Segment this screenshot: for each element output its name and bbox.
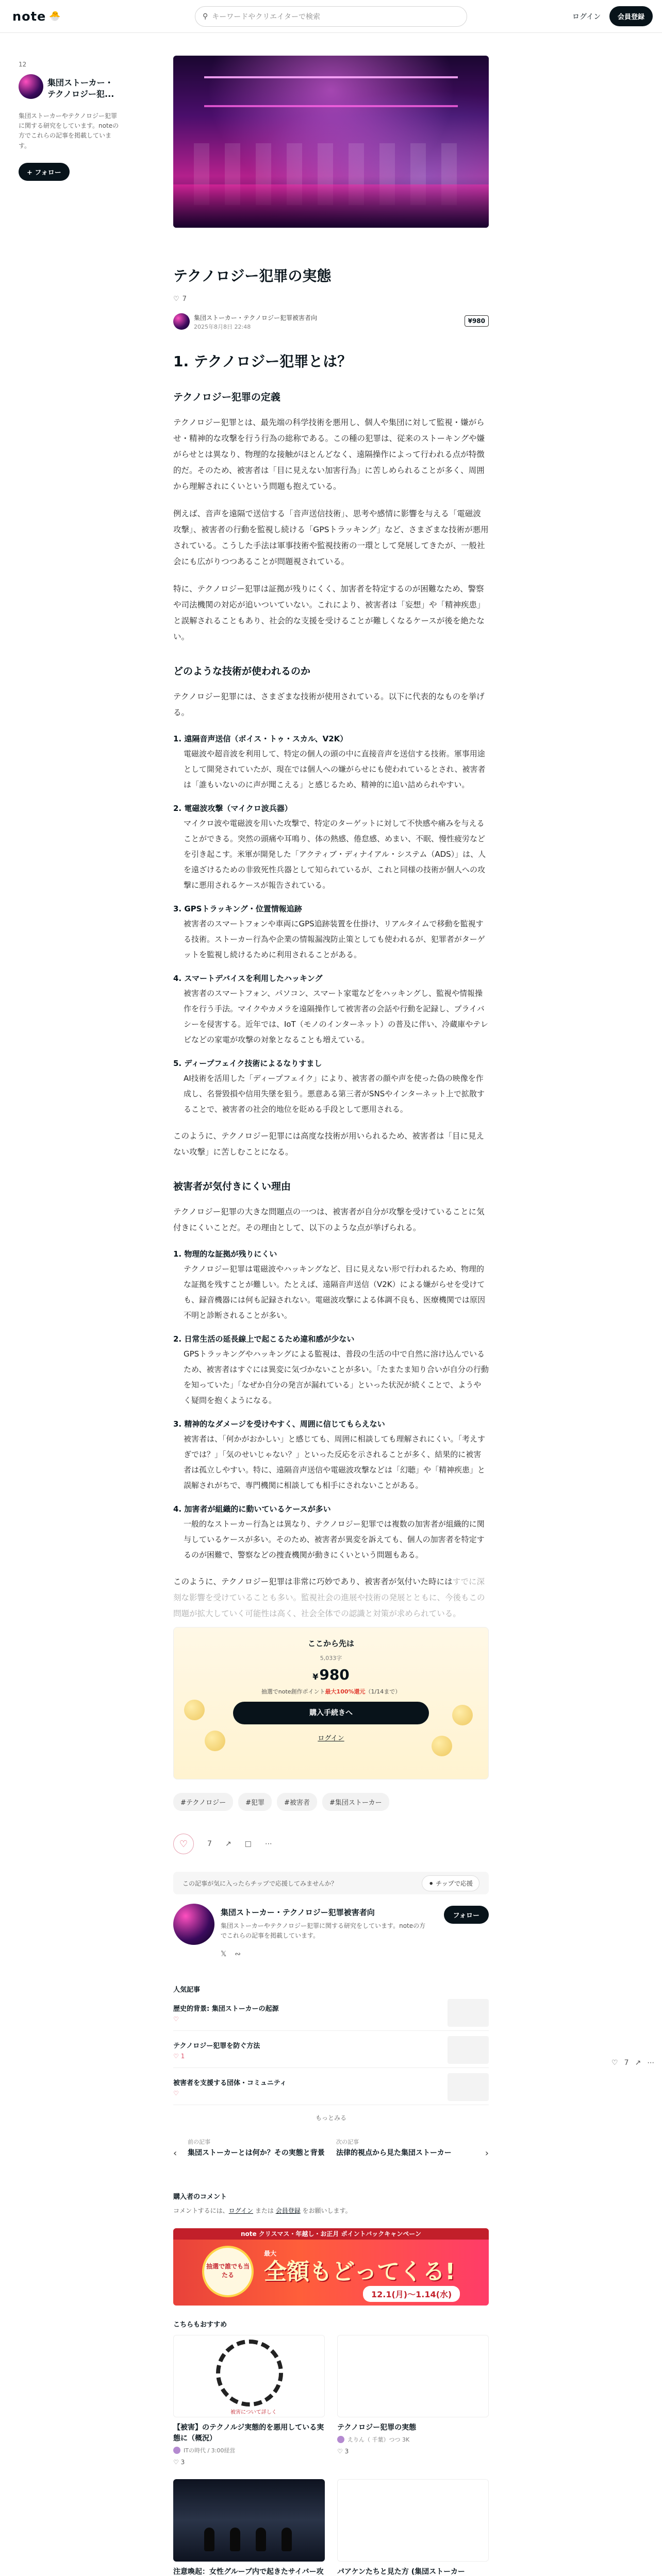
more-link[interactable]: もっとみる <box>315 2114 346 2122</box>
subheading-why: 被害者が気付きにくい理由 <box>173 1181 291 1193</box>
popular-item-thumbnail <box>448 1999 489 2027</box>
like-button[interactable]: ♡ <box>173 1834 194 1854</box>
list-item <box>173 1332 489 1408</box>
list-item-head: 4. スマートデバイスを利用したハッキング <box>173 974 323 984</box>
section-heading-1: 1. テクノロジー犯罪とは？ <box>173 353 352 370</box>
creator-social-links <box>221 1950 241 1958</box>
chevron-right-icon: › <box>485 2148 489 2159</box>
popular-item-title: テクノロジー犯罪を防ぐ方法 <box>173 2042 260 2050</box>
sidebar-avatar[interactable] <box>19 74 43 99</box>
list-item[interactable] <box>173 2068 489 2105</box>
title-like-row <box>173 295 489 303</box>
tag-item[interactable]: #テクノロジー <box>173 1793 233 1811</box>
campaign-banner[interactable] <box>173 2228 489 2306</box>
tag-list <box>173 1793 489 1811</box>
heart-icon[interactable]: ♡ <box>173 295 179 303</box>
list-item <box>173 802 489 893</box>
paywall-char-count: 5,033字 <box>320 1655 342 1662</box>
list-item-body: 被害者のスマートフォンや車両にGPS追跡装置を仕掛け、リアルタイムで移動を監視する技術。ストーカー行為や企業の情報漏洩防止策としても使われるが、犯罪者がターゲットを監視し続けるために利用されることがある。 <box>184 919 485 960</box>
tip-button-label: チップで応援 <box>435 1879 473 1887</box>
author-row <box>173 311 489 332</box>
offer-post: （1/14まで） <box>365 1688 401 1696</box>
next-label: 次の記事 <box>336 2139 359 2146</box>
x-icon[interactable]: 𝕏 <box>221 1950 227 1959</box>
heart-icon[interactable]: ♡ <box>611 2059 618 2067</box>
list-item-body: AI技術を活用した「ディープフェイク」により、被害者の顔や声を使った偽の映像を作成し、名誉毀損や信用失墜を狙う。悪意ある第三者がSNSやインターネット上で拡散することで、被害者の社会的地位を貶める手段として悪用される。 <box>184 1074 485 1114</box>
rss-icon[interactable]: ∾ <box>235 1950 241 1959</box>
hero-image <box>173 56 489 228</box>
tip-text: この記事が気に入ったらチップで応援してみませんか？ <box>183 1879 338 1887</box>
list-item <box>173 1502 489 1563</box>
paywall-offer <box>188 1687 474 1696</box>
recommend-thumbnail <box>173 2335 325 2417</box>
recommend-thumbnail <box>337 2335 489 2417</box>
prev-label: 前の記事 <box>188 2139 210 2146</box>
login-link[interactable]: ログイン <box>572 13 601 21</box>
list-item <box>173 732 489 792</box>
tip-bar <box>173 1872 489 1894</box>
popular-item-thumbnail <box>448 2036 489 2064</box>
comments-pre: コメントするには、 <box>173 2207 229 2215</box>
tip-button[interactable]: ⚫ チップで応援 <box>422 1875 479 1891</box>
recommend-author <box>173 2446 325 2454</box>
search-input[interactable] <box>195 6 467 27</box>
paywall-heading: ここから先は <box>307 1639 354 1649</box>
recommend-card[interactable] <box>337 2479 489 2576</box>
recommend-grid <box>173 2335 489 2466</box>
recommend-heading: こちらもおすすめ <box>173 2321 227 2329</box>
comments-login-link[interactable]: ログイン <box>228 2207 254 2215</box>
price-value: 980 <box>319 1666 350 1684</box>
list-item[interactable] <box>173 1994 489 2031</box>
coin-decoration <box>452 1705 473 1725</box>
prev-article-link[interactable] <box>173 2138 326 2176</box>
search-placeholder: キーワードやクリエイターで検索 <box>212 13 320 21</box>
article-title: テクノロジー犯罪の実態 <box>173 267 332 284</box>
silhouette <box>256 2528 266 2551</box>
coin-decoration <box>432 1736 452 1756</box>
recommend-thumbnail <box>173 2479 325 2562</box>
paragraph-4: テクノロジー犯罪には、さまざまな技術が使用されている。以下に代表的なものを挙げる。 <box>173 692 485 718</box>
action-bar <box>173 1834 489 1854</box>
coin-decoration <box>184 1700 205 1720</box>
price-badge: ¥980 <box>465 315 489 327</box>
banner-main-text: 全額もどってくる! <box>264 2259 456 2285</box>
share-icon[interactable]: ↗ <box>635 2059 641 2067</box>
prev-title: 集団ストーカーとは何か？その実態と背景 <box>188 2149 325 2158</box>
paragraph-6: テクノロジー犯罪の大きな問題点の一つは、被害者が自分が攻撃を受けていることに気付きにくいことだ。その理由として、以下のような点が挙げられる。 <box>173 1207 485 1233</box>
purchase-button[interactable]: 購入手続きへ <box>233 1702 429 1724</box>
popular-item-title: 歴史的背景: 集団ストーカーの起源 <box>173 2005 279 2013</box>
comments-signup-link[interactable]: 会員登録 <box>275 2207 301 2215</box>
list-item-body: 電磁波や超音波を利用して、特定の個人の頭の中に直接音声を送信する技術。軍事用途として開発されていたが、現在では個人への嫌がらせにも使われているとされ、被害者は「誰もいないのに声が聞こえる」と感じるため、精神的に追い詰められやすい。 <box>184 749 486 790</box>
silhouette <box>282 2528 292 2551</box>
sidebar-follow-button[interactable]: + フォロー <box>19 163 70 181</box>
comments-mid: または <box>253 2207 276 2215</box>
sidebar-follow-label: フォロー <box>35 169 61 177</box>
list-item-body: テクノロジー犯罪は電磁波やハッキングなど、目に見えない形で行われるため、物理的な証拠を残すことが難しい。たとえば、遠隔音声送信（V2K）による嫌がらせを受けても、録音機器には何も記録されない。電磁波攻撃による体調不良も、医療機関では原因不明と診断されることが多い。 <box>184 1264 486 1320</box>
silhouette <box>204 2528 214 2551</box>
author-name[interactable]: 集団ストーカー・テクノロジー犯罪被害者向 <box>194 314 318 322</box>
hero-floor <box>173 184 489 228</box>
sidebar-count: 12 <box>19 61 27 68</box>
list-item[interactable] <box>173 2031 489 2068</box>
thumbnail-label: 被害について詳しく <box>230 2410 277 2416</box>
recommend-likes: ♡ 3 <box>337 2448 349 2455</box>
recommend-thumbnail <box>337 2479 489 2562</box>
list-item-head: 2. 電磁波攻撃（マイクロ波兵器） <box>173 804 292 814</box>
list-item-body: マイクロ波や電磁波を用いた攻撃で、特定のターゲットに対して不快感や痛みを与えることができる。突然の頭痛や耳鳴り、体の熱感、倦怠感、めまい、不眠、慢性疲労などを引き起こす。米軍が開発した「アクティブ・ディナイアル・システム（ADS）」は、人を遠ざけるための非致死性兵器として知られているが、これと同様の技術が個人への攻撃に悪用されるケースが報告されている。 <box>184 819 486 890</box>
recommend-title: 【被害】のテクノルジ実態的を悪用している実態に（概況） <box>173 2424 324 2443</box>
creator-follow-button[interactable]: フォロー <box>444 1906 489 1924</box>
logo-emoji: 🐣 <box>49 11 61 22</box>
comments-prompt <box>173 2206 489 2215</box>
reason-list <box>173 1247 489 1563</box>
recommend-card[interactable] <box>337 2335 489 2466</box>
prev-next-nav <box>173 2138 489 2176</box>
list-item-head: 1. 物理的な証拠が残りにくい <box>173 1249 277 1259</box>
floating-actions <box>611 2059 654 2067</box>
tag-item[interactable]: #被害者 <box>277 1793 317 1811</box>
popular-item-likes: ♡ 1 <box>173 2053 185 2060</box>
list-item-body: 被害者のスマートフォン、パソコン、スマート家電などをハッキングし、監視や情報操作を行う手法。マイクやカメラを遠隔操作して被害者の会話や行動を記録し、プライバシーを侵害する。近年では、IoT（モノのインターネット）の普及に伴い、冷蔵庫やテレビなどの家電が攻撃の対象となることも増えている。 <box>184 989 488 1045</box>
silhouette <box>230 2528 240 2551</box>
list-item-body: GPSトラッキングやハッキングによる監視は、普段の生活の中で自然に溶け込んでいるため、被害者はすぐには異変に気づかないことが多い。「たまたま知り合いが自分の行動を知っていた」「なぜか自分の発言が漏れている」といった状況が続くことで、ようやく疑問を抱くようになる。 <box>184 1349 489 1405</box>
popular-item-title: 被害者を支援する団体・コミュニティ <box>173 2079 287 2088</box>
author-avatar <box>173 2447 180 2454</box>
paragraph-7 <box>173 1574 489 1622</box>
next-title: 法律的視点から見た集団ストーカー <box>336 2149 452 2158</box>
banner-badge: 抽選で誰でも当たる <box>202 2246 254 2297</box>
popular-item-likes: ♡ <box>173 2090 179 2097</box>
tech-list <box>173 732 489 1117</box>
tag-item[interactable]: #犯罪 <box>238 1793 272 1811</box>
signup-button[interactable]: 会員登録 <box>609 6 653 26</box>
list-item-head: 2. 日常生活の延長線上で起こるため違和感が少ない <box>173 1334 355 1344</box>
more-icon[interactable]: ⋯ <box>647 2059 655 2067</box>
more-icon[interactable]: ⋯ <box>264 1840 272 1849</box>
recommend-card[interactable] <box>173 2479 325 2576</box>
diagram-circle <box>216 2340 283 2406</box>
paywall-login-link[interactable]: ログイン <box>318 1735 344 1743</box>
creator-name[interactable]: 集団ストーカー・テクノロジー犯罪被害者向 <box>221 1908 375 1918</box>
recommend-card[interactable] <box>173 2335 325 2466</box>
top-header <box>0 0 662 33</box>
floating-like-count: 7 <box>624 2059 629 2067</box>
bookmark-icon[interactable]: □ <box>244 1840 252 1849</box>
sidebar-creator-name[interactable]: 集団ストーカー・テクノロジー犯... <box>47 78 114 99</box>
offer-pre: 抽選でnote創作ポイント <box>261 1688 325 1696</box>
paragraph-5: このように、テクノロジー犯罪には高度な技術が用いられるため、被害者は「目に見えない攻撃」に苦しむことになる。 <box>173 1131 484 1157</box>
coin-decoration <box>205 1731 225 1751</box>
list-item <box>173 972 489 1047</box>
offer-strong: 最大100%還元 <box>325 1688 366 1696</box>
recommend-author-name: えりん（ 千葉）つつ 3K <box>347 2436 410 2444</box>
list-item-body: 一般的なストーカー行為とは異なり、テクノロジー犯罪では複数の加害者が組織的に関与しているケースが多い。そのため、被害者が異変を訴えても、個人の加害者を特定するのが困難で、警察などの捜査機関が動きにくいという問題もある。 <box>184 1519 485 1560</box>
tag-item[interactable]: #集団ストーカー <box>322 1793 389 1811</box>
like-count: 7 <box>207 1840 212 1849</box>
search-icon: ⚲ <box>203 12 208 21</box>
list-item <box>173 1417 489 1493</box>
paragraph-7-faded: すでに深刻な影響を受けていることも多い。監視社会の進展や技術の発展とともに、今後もこの問題が拡大していく可能性は高く、社会全体での認識と対策が求められている。 <box>173 1577 485 1619</box>
author-avatar <box>337 2436 344 2443</box>
recommend-grid <box>173 2479 489 2576</box>
recommend-author <box>337 2435 489 2444</box>
paragraph-3: 特に、テクノロジー犯罪は証拠が残りにくく、加害者を特定するのが困難なため、警察や司法機関の対応が追いついていない。これにより、被害者は「妄想」や「精神疾患」と誤解されることもあり、社会的な支援を受けることが難しくなるケースが後を絶たない。 <box>173 584 485 642</box>
list-item-head: 4. 加害者が組織的に動いているケースが多い <box>173 1504 331 1514</box>
currency-symbol: ¥ <box>312 1672 319 1682</box>
list-item-head: 3. 精神的なダメージを受けやすく、周囲に信じてもらえない <box>173 1419 385 1429</box>
list-item-head: 3. GPSトラッキング・位置情報追跡 <box>173 904 302 914</box>
list-item <box>173 902 489 962</box>
author-avatar[interactable] <box>173 313 190 330</box>
banner-date: 12.1(月)〜1.14(水) <box>363 2286 460 2302</box>
comments-post: をお願いします。 <box>300 2207 352 2215</box>
list-item-head: 5. ディープフェイク技術によるなりすまし <box>173 1059 322 1069</box>
banner-small-text: 最大 <box>264 2250 277 2258</box>
list-item <box>173 1247 489 1323</box>
paragraph-2: 例えば、音声を遠隔で送信する「音声送信技術」、思考や感情に影響を与える「電磁波攻撃」、被害者の行動を監視し続ける「GPSトラッキング」など、さまざまな技術が悪用されている。こうした手法は軍事技術や監視技術の一環として発展してきたが、一般社会にも広がりつつあることが問題視されている。 <box>173 509 489 567</box>
popular-heading: 人気記事 <box>173 1986 201 1994</box>
subheading-definition: テクノロジー犯罪の定義 <box>173 392 280 403</box>
paragraph-1: テクノロジー犯罪とは、最先端の科学技術を悪用し、個人や集団に対して監視・嫌がらせ・精神的な攻撃を行う行為の総称である。この種の犯罪は、従来のストーキングや嫌がらせとは異なり、物理的な接触がほとんどなく、遠隔操作によって行われる点が特徴的だ。そのため、被害者は「目に見えない加害行為」に苦しめられることが多く、周囲から理解されにくいという問題も抱えている。 <box>173 418 485 492</box>
subheading-tech: どのような技術が使われるのか <box>173 666 311 677</box>
list-item-head: 1. 遠隔音声送信（ボイス・トゥ・スカル、V2K） <box>173 734 348 744</box>
recommend-likes: ♡ 3 <box>173 2459 185 2466</box>
banner-top-text: note クリスマス・年越し・お正月 ポイントバックキャンペーン <box>173 2228 489 2240</box>
creator-card <box>173 1904 489 1963</box>
paywall-price <box>188 1666 474 1683</box>
publish-date: 2025年8月8日 22:48 <box>194 324 251 331</box>
sidebar-creator-desc: 集団ストーカーやテクノロジー犯罪に関する研究をしています。noteの方でこれらの記事を掲載しています。 <box>19 112 119 149</box>
list-item-body: 被害者は、「何かがおかしい」と感じても、周囲に相談しても理解されにくい。「考えすぎでは？」「気のせいじゃない？」といった反応を示されることが多く、結果的に被害者は孤立しやすい。特に、遠隔音声送信や電磁波攻撃などは「幻聴」や「精神疾患」と誤解されがちで、専門機関に相談しても相手にされないことがある。 <box>184 1434 486 1490</box>
recommend-title: 注意喚起：女性グループ内で起きたサイバー攻 <box>173 2568 324 2576</box>
paragraph-7-visible: このように、テクノロジー犯罪は非常に巧妙であり、被害者が気付いた時には <box>173 1577 453 1587</box>
recommend-author-name: ITの時代 / 3:00経営 <box>184 2447 236 2454</box>
comments-heading: 購入者のコメント <box>173 2193 227 2201</box>
next-article-link[interactable] <box>336 2138 489 2176</box>
popular-item-likes: ♡ <box>173 2015 179 2023</box>
share-icon[interactable]: ↗ <box>225 1840 231 1849</box>
hero-neon-lines <box>204 76 458 107</box>
note-logo[interactable]: note <box>12 9 46 24</box>
recommend-title: パアケンたちと見た方 (集団ストーカー <box>337 2568 465 2576</box>
chevron-left-icon: ‹ <box>173 2148 177 2159</box>
recommend-title: テクノロジー犯罪の実態 <box>337 2424 417 2432</box>
paywall-box <box>173 1627 489 1780</box>
article-main <box>173 56 489 2576</box>
title-like-count: 7 <box>182 295 187 303</box>
creator-desc: 集団ストーカーやテクノロジー犯罪に関する研究をしています。noteの方でこれらの記事を掲載しています。 <box>221 1922 426 1940</box>
creator-avatar[interactable] <box>173 1904 214 1945</box>
list-item <box>173 1057 489 1117</box>
popular-item-thumbnail <box>448 2073 489 2101</box>
